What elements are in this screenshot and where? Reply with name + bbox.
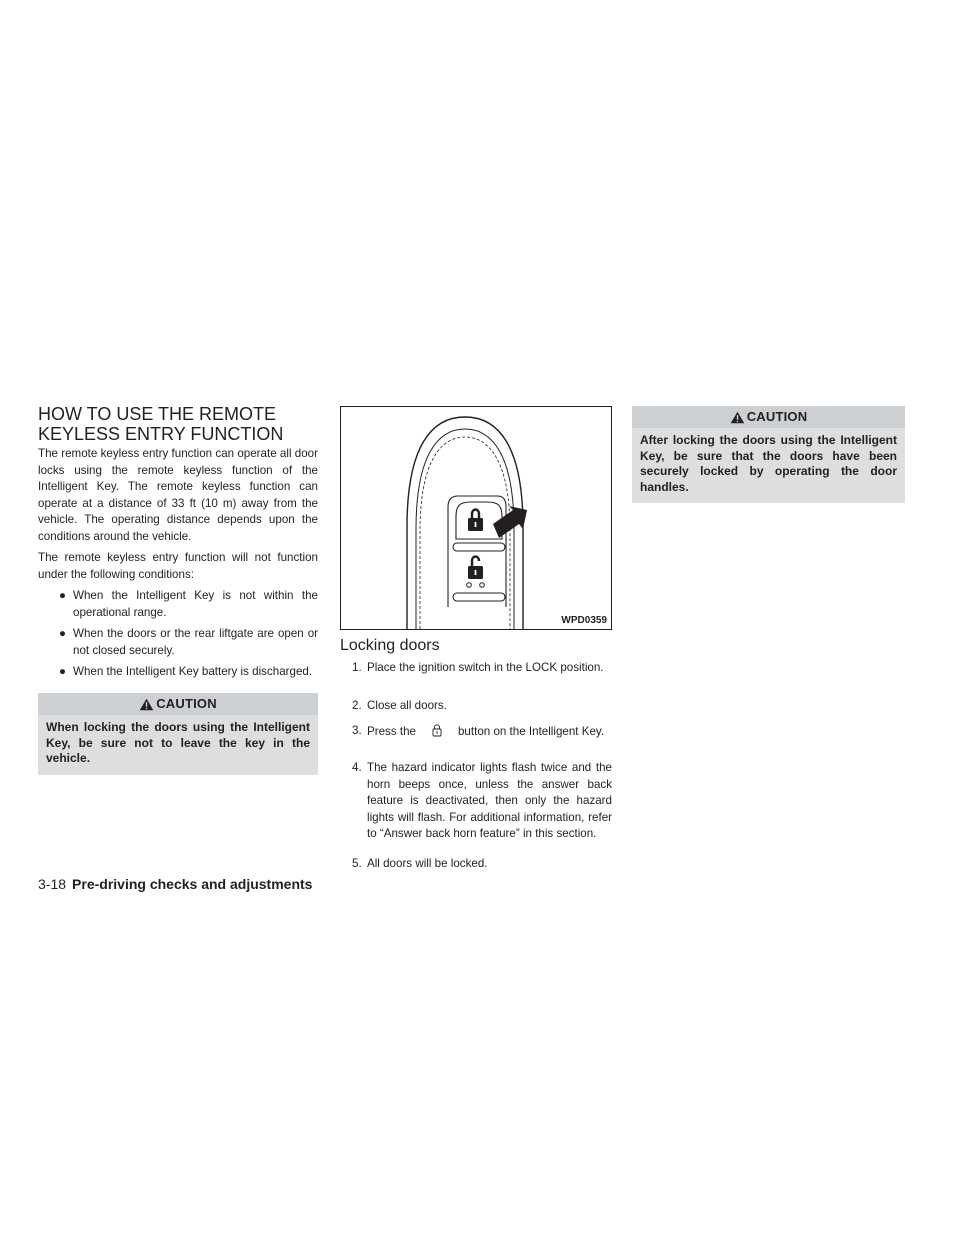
- chapter-title: Pre-driving checks and adjustments: [72, 876, 313, 892]
- step-number: 4.: [352, 761, 362, 774]
- bullet-text: When the Intelligent Key battery is discharged.: [73, 665, 313, 678]
- bullet-icon: ●: [59, 665, 67, 678]
- unlock-button-icon: [467, 557, 485, 588]
- intro-paragraph: The remote keyless entry function can operate all door locks using the remote keyless function of the Intelligent Key. The remote keyless function can operate at a distance of 33 ft (10 m) away from the vehicle. The operating distance depends upon the conditions around the vehicle.: [38, 447, 318, 543]
- section-title-line2: KEYLESS ENTRY FUNCTION: [38, 424, 284, 444]
- step-item: [340, 698, 612, 715]
- step-item: [340, 856, 612, 873]
- step-item: [340, 760, 612, 843]
- caution-box: [38, 693, 318, 775]
- bullet-icon: ●: [59, 589, 67, 602]
- step-item: [340, 660, 612, 677]
- caution-heading-text: CAUTION: [746, 409, 808, 424]
- lock-button-small-icon: [416, 723, 458, 737]
- bullet-icon: ●: [59, 627, 67, 640]
- caution-text: After locking the doors using the Intelligent Key, be sure that the doors have been securely locked by operating the door handles.: [640, 433, 897, 494]
- intelligent-key-illustration: [341, 407, 611, 629]
- caution-text: When locking the doors using the Intelligent Key, be sure not to leave the key in the vehicle.: [46, 720, 310, 765]
- locking-doors-heading: Locking doors: [340, 637, 440, 654]
- intelligent-key-figure: [340, 406, 612, 630]
- caution-heading: [632, 406, 905, 428]
- step-number: 3.: [352, 724, 362, 737]
- page-footer: [38, 876, 312, 892]
- caution-heading-text: CAUTION: [156, 696, 217, 711]
- step-text: [367, 723, 612, 741]
- step-item: [340, 723, 612, 741]
- step-text: Close all doors.: [367, 699, 447, 712]
- arrow-icon: [493, 506, 527, 538]
- bullet-item: [38, 626, 318, 659]
- step-text: The hazard indicator lights flash twice and the horn beeps once, unless the answer back feature is deactivated, then only the hazard lights will flash. For additional information, refer to “Answer back horn feature” in this section.: [367, 761, 612, 840]
- caution-box: [632, 406, 905, 503]
- lock-button-icon: [468, 510, 483, 532]
- step-text-after: button on the Intelligent Key.: [457, 725, 605, 738]
- section-title-line1: HOW TO USE THE REMOTE: [38, 404, 277, 424]
- warning-icon: [730, 411, 745, 424]
- bullet-item: [38, 588, 318, 621]
- conditions-paragraph: The remote keyless entry function will not function under the following conditions:: [38, 551, 318, 581]
- step-text-before: Press the: [367, 725, 416, 738]
- figure-code: WPD0359: [561, 615, 607, 626]
- bullet-item: [38, 664, 318, 681]
- section-title: [38, 404, 318, 444]
- step-text: Place the ignition switch in the LOCK position.: [367, 661, 604, 674]
- caution-heading: [38, 693, 318, 715]
- step-number: 5.: [352, 857, 362, 870]
- warning-icon: [139, 698, 154, 711]
- step-text: All doors will be locked.: [367, 857, 488, 870]
- bullet-text: When the Intelligent Key is not within the operational range.: [73, 589, 318, 619]
- step-number: 2.: [352, 699, 362, 712]
- bullet-text: When the doors or the rear liftgate are open or not closed securely.: [73, 627, 318, 657]
- step-number: 1.: [352, 661, 362, 674]
- page-number: 3-18: [38, 876, 67, 892]
